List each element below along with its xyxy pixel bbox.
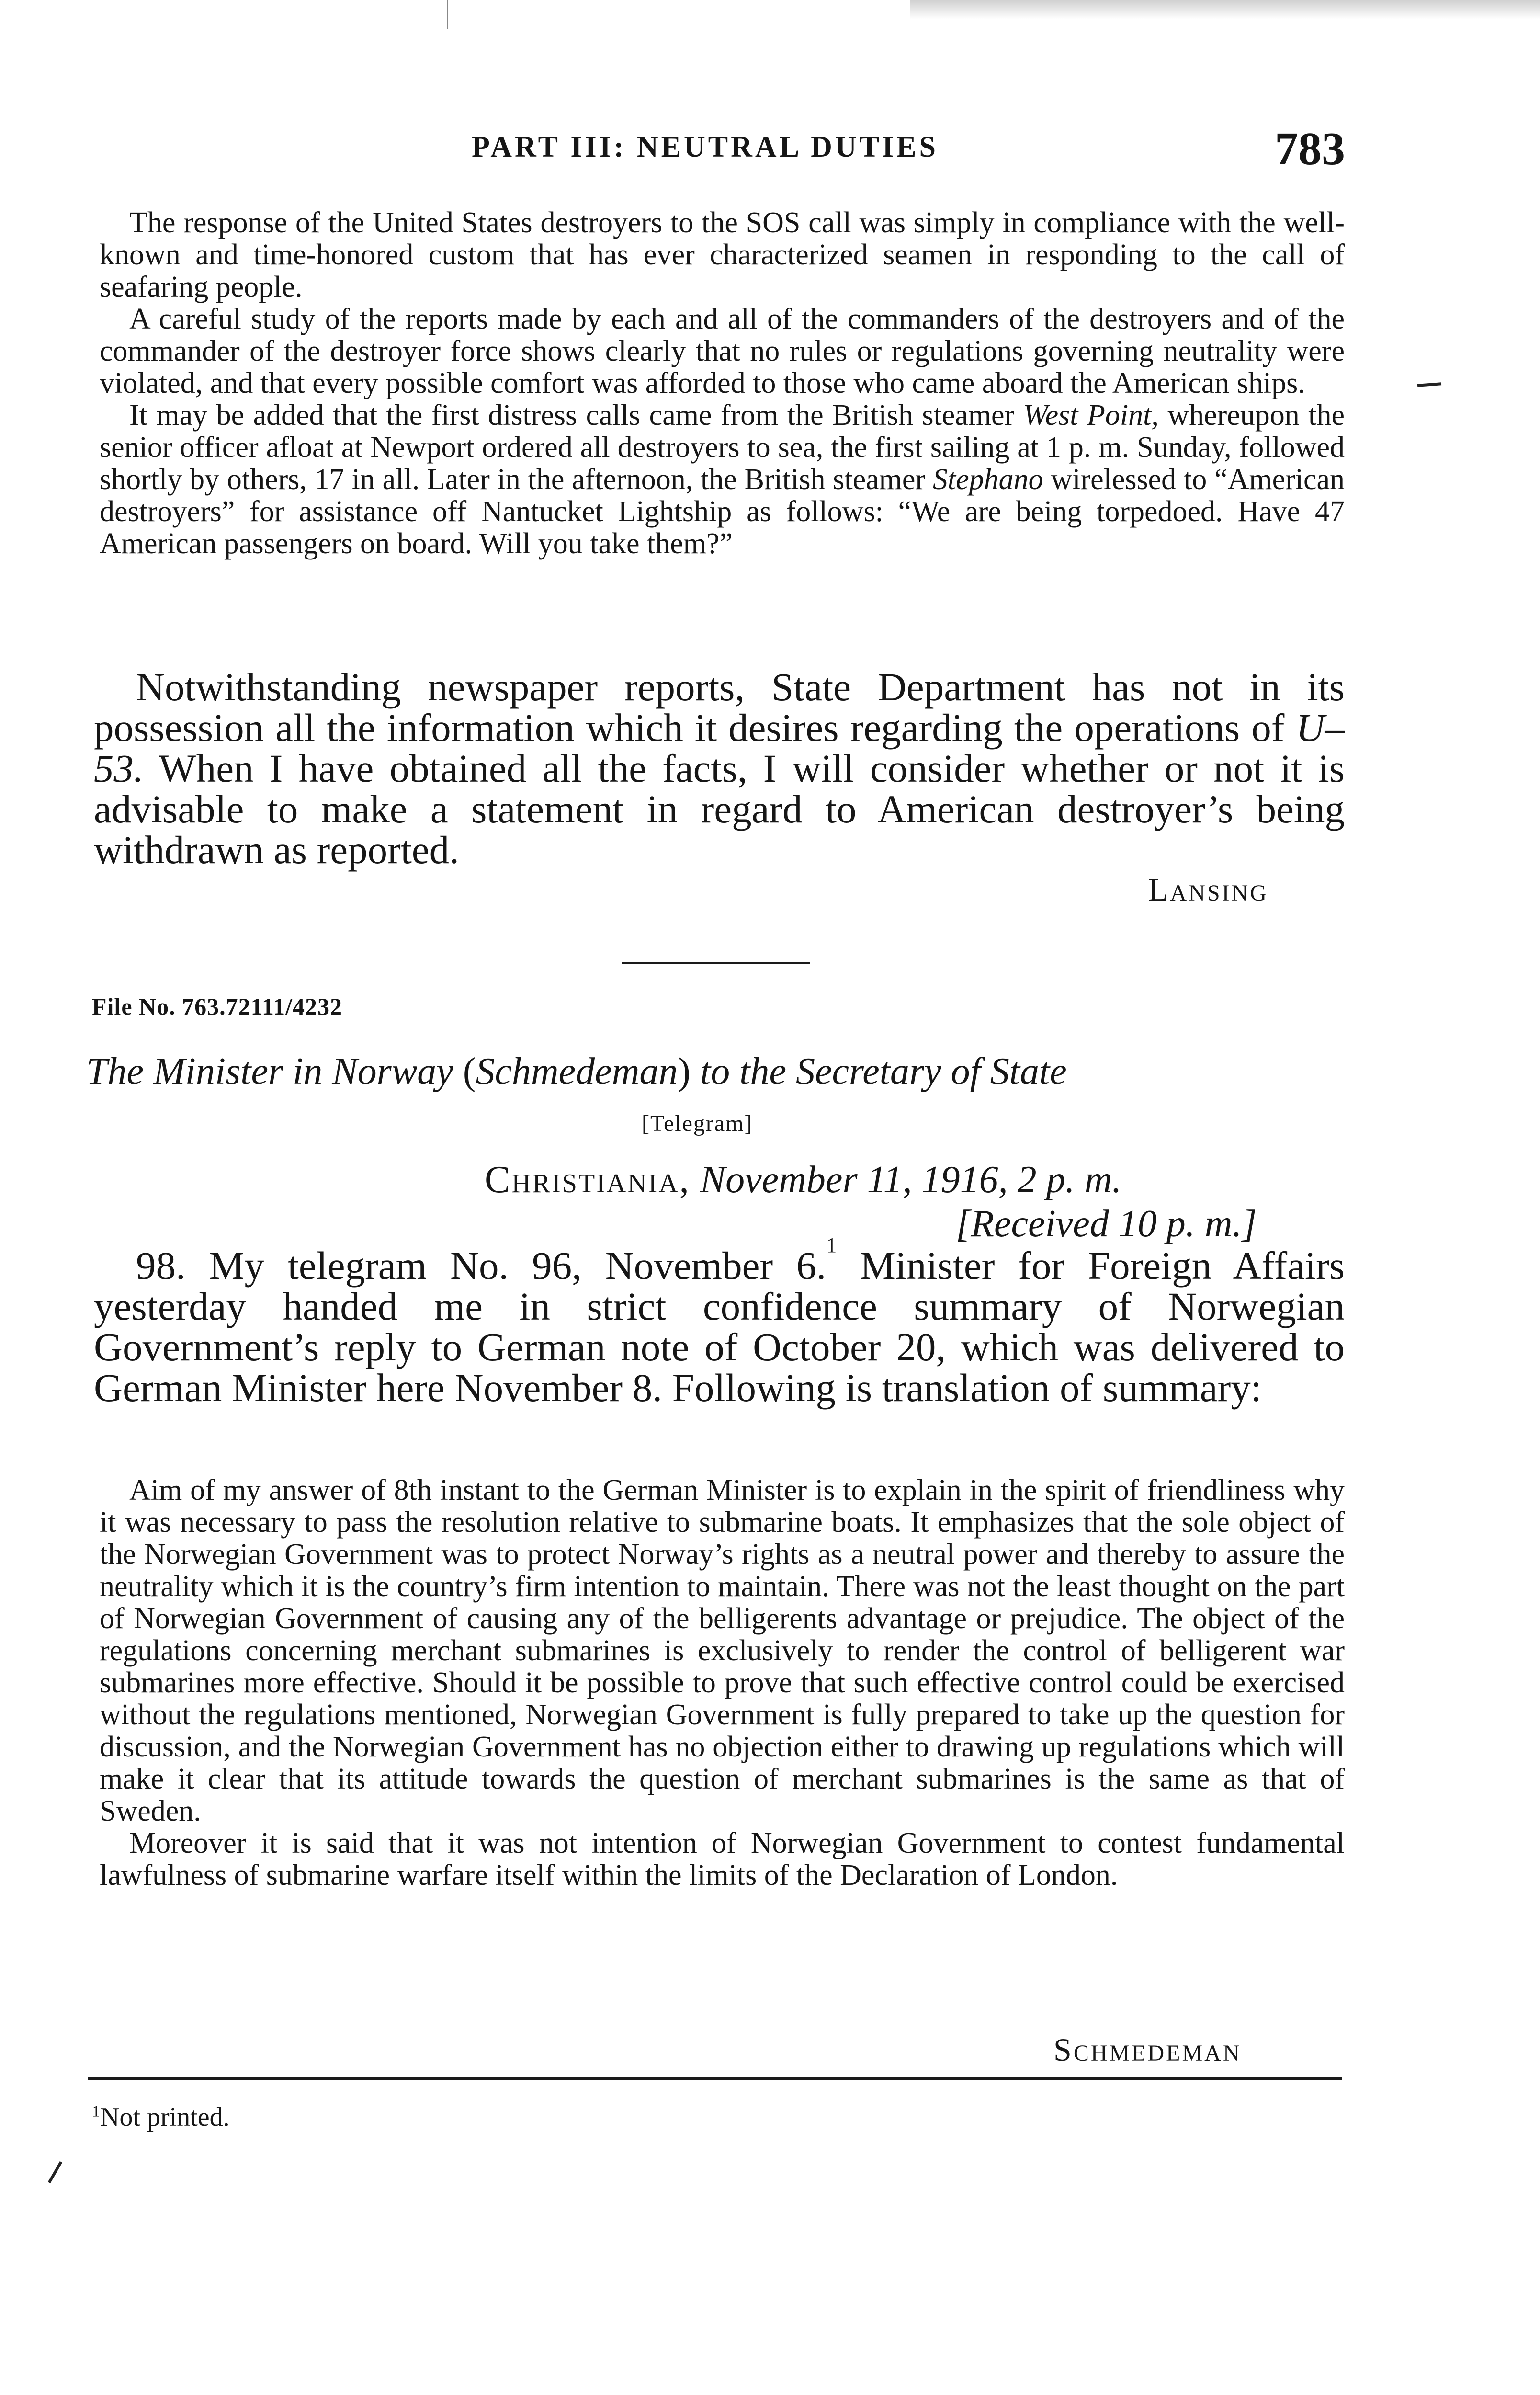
file-number: File No. 763.72111/4232: [92, 993, 342, 1020]
section-1-text: [100, 207, 1345, 560]
paragraph: A careful study of the reports made by each and all of the commanders of the destroyers and of the commander of the destroyer force shows clearly that no rules or regulations governing neutrality were violated, and that every possible comfort was afforded to those who came aboard the American ships.: [100, 303, 1345, 399]
text-run: It may be added that the first distress calls came from the British steamer: [129, 399, 1023, 432]
paragraph: [100, 399, 1345, 560]
margin-mark: [1417, 382, 1441, 387]
footnote-text: Not printed.: [100, 2102, 230, 2132]
signature-schmedeman: Schmedeman: [1053, 2031, 1242, 2068]
text-run: Notwithstanding newspaper reports, State Department has not in its possession all the information which it desires regarding the operations of: [94, 665, 1345, 750]
title-paren: (: [463, 1050, 476, 1093]
ship-name: Stephano: [932, 463, 1043, 496]
footnote-marker: 1: [92, 2102, 100, 2121]
page-number: 783: [1275, 123, 1345, 175]
paragraph: The response of the United States destroyers to the SOS call was simply in compliance with the well-known and time-honored custom that has ever characterized seamen in responding to the call of seafaring people.: [100, 206, 1345, 303]
scan-artifact: [910, 0, 1540, 19]
margin-mark: [48, 2161, 62, 2183]
section-divider: [622, 962, 810, 964]
dateline: [485, 1158, 1121, 1202]
title-part: The Minister in Norway: [86, 1050, 463, 1093]
telegram-label: [Telegram]: [642, 1111, 753, 1136]
signature-lansing: Lansing: [1148, 871, 1268, 908]
dateline-date: November 11, 1916, 2 p. m.: [700, 1159, 1122, 1201]
footnote-rule: [88, 2077, 1342, 2080]
document-title: [86, 1050, 1067, 1094]
scan-artifact-mark: [447, 0, 448, 29]
title-name: Schmedeman: [476, 1050, 678, 1093]
footnote: [92, 2102, 230, 2133]
running-head: PART III: NEUTRAL DUTIES: [472, 131, 939, 163]
ship-name: West Point,: [1023, 399, 1159, 432]
text-run: When I have obtained all the facts, I will consider whether or not it is advisable to make a statement in regard to American destroyer’s being withdrawn as reported.: [94, 746, 1345, 872]
title-part: to the Secretary of State: [691, 1050, 1067, 1093]
text-run: whereupon the senior officer afloat at Newport ordered all destroyers to sea, the first sailing at 1 p. m. Sunday, followed shortly by others, 17 in all. Later in the afternoon, the British steamer: [100, 399, 1345, 496]
text-run: 98. My telegram No. 96, November 6.: [136, 1243, 827, 1288]
paragraph: [94, 667, 1345, 870]
summary-quote: [100, 1474, 1345, 1892]
section-2-text: [94, 667, 1345, 870]
paragraph: Moreover it is said that it was not intention of Norwegian Government to contest fundamental lawfulness of submarine warfare itself within the limits of the Declaration of London.: [100, 1827, 1345, 1892]
paragraph: [94, 1233, 1345, 1410]
dateline-place: Christiania,: [485, 1159, 691, 1201]
submarine-name: U–53.: [94, 706, 1345, 790]
text-run: Minister for Foreign Affairs yesterday handed me in strict confidence summary of Norwegian Government’s reply to German note of October 20, which was delivered to German Minister here November 8. Following is translation of summary:: [94, 1243, 1345, 1410]
title-paren: ): [678, 1050, 691, 1093]
paragraph: Aim of my answer of 8th instant to the German Minister is to explain in the spirit of friendliness why it was necessary to pass the resolution relative to submarine boats. It emphasizes that the sole object of the Norwegian Government was to protect Norway’s rights as a neutral power and thereby to assure the neutrality which it is the country’s firm intention to maintain. There was not the least thought on the part of Norwegian Government of causing any of the belligerents advantage or prejudice. The object of the regulations concerning merchant submarines is exclusively to render the control of belligerent war submarines more effective. Should it be possible to prove that such effective control could be exercised without the regulations mentioned, Norwegian Government is fully prepared to take up the question for discussion, and the Norwegian Government has no objection either to drawing up regulations which will make it clear that its attitude towards the question of merchant submarines is the same as that of Sweden.: [100, 1474, 1345, 1827]
text-run: wirelessed to “American destroyers” for assistance off Nantucket Lightship as follows: “We are being torpedoed. Have 47 American passengers on board. Will you take them?”: [100, 463, 1345, 560]
telegram-body: [94, 1233, 1345, 1410]
received-line: [Received 10 p. m.]: [956, 1203, 1257, 1245]
footnote-ref: 1: [826, 1233, 837, 1257]
